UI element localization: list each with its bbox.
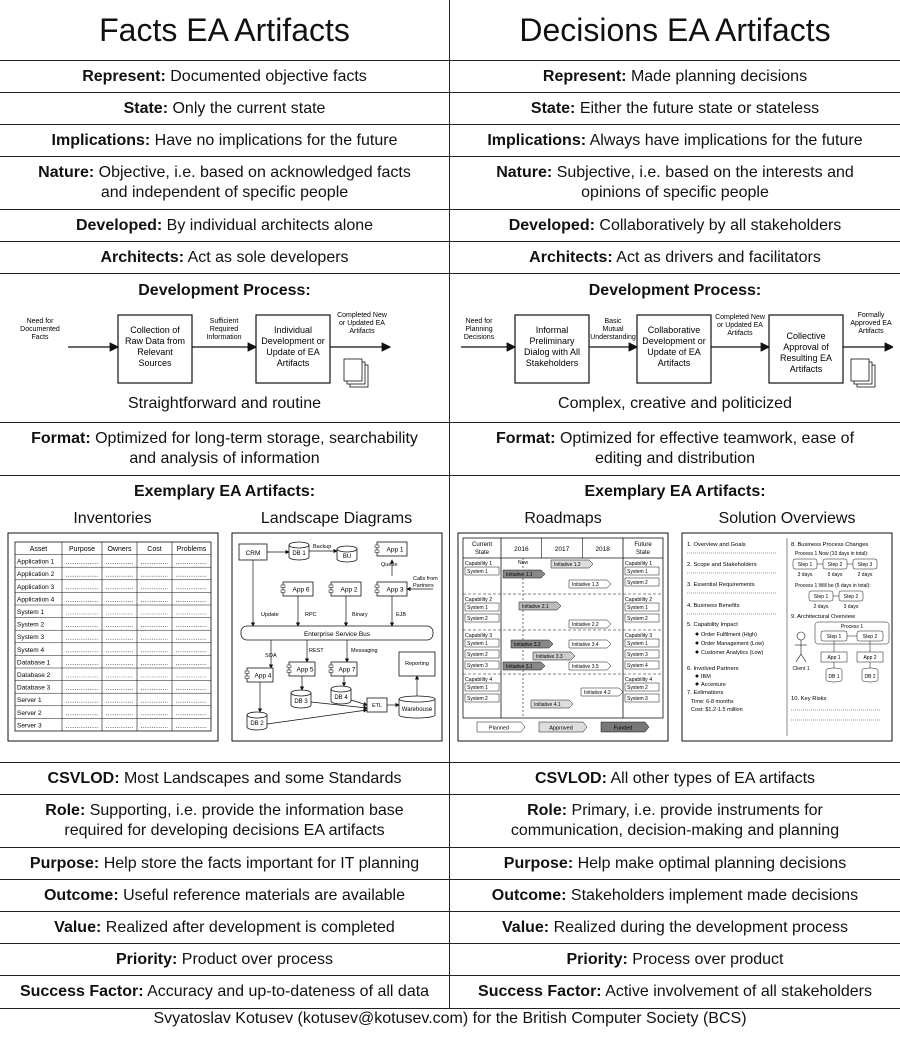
row-development-process (0, 274, 900, 423)
db3-cylinder-label: DB 3 (293, 699, 308, 705)
legend-label: Planned (488, 725, 510, 732)
initiative-label: Initiative 3.4 (572, 642, 599, 648)
process-title: Development Process: (588, 282, 762, 299)
row-priority (0, 944, 900, 976)
step-label: Step 2 (827, 562, 843, 568)
system-label: System 2 (467, 616, 488, 622)
row-label: Implications: (487, 131, 587, 149)
decisions-value: Help make optimal planning decisions (577, 854, 847, 872)
decisions-value: Primary, i.e. provide instruments for communication, decision-making and planning (510, 802, 840, 839)
process1-label: Process 1 (840, 624, 864, 630)
backup-label: Backup (312, 544, 331, 550)
step-days: 3 days (843, 604, 859, 610)
row-label: Role: (527, 802, 568, 819)
inventory-asset: System 4 (16, 646, 44, 654)
row-label: Format: (495, 430, 556, 447)
row-outcome (0, 880, 900, 912)
roadmaps-title: Roadmaps (524, 510, 602, 527)
decisions-value: Act as drivers and facilitators (616, 248, 821, 266)
capability-label: Capability 3 (625, 633, 653, 639)
informal-dialog-text: Informal Preliminary Dialog with All Stakeholders (523, 325, 581, 368)
exemplary-title: Exemplary EA Artifacts: (584, 483, 766, 500)
initiative-label: Initiative 4.2 (584, 690, 611, 696)
inventory-header: Problems (176, 546, 206, 553)
client-icon (797, 632, 805, 640)
facts-value: Optimized for long-term storage, searchability and analysis of information (95, 430, 418, 467)
initiative-label: Initiative 2.1 (522, 604, 549, 610)
system-label: System 2 (467, 696, 488, 702)
row-label: State: (530, 99, 576, 117)
row-label: Architects: (529, 248, 613, 266)
solution-section-title: 2. Scope and Stakeholders (687, 562, 757, 568)
crm-label: CRM (245, 550, 260, 557)
inventory-asset: System 3 (16, 634, 44, 642)
app7-box-label: App 7 (338, 666, 355, 674)
system-label: System 3 (467, 663, 488, 669)
initiative-label: Initiative 2.2 (572, 622, 599, 628)
bu-cylinder-label: BU (342, 554, 351, 560)
system-label: System 2 (467, 652, 488, 658)
row-label: Developed: (508, 216, 595, 234)
app6-box-label: App 6 (292, 586, 309, 594)
inventory-asset: Database 3 (16, 684, 50, 692)
initiative-label: Initiative 1.3 (572, 582, 599, 588)
binary-label: Binary (351, 612, 368, 618)
decisions-process-caption: Complex, creative and politicized (558, 395, 792, 412)
year-label: 2018 (595, 546, 610, 553)
row-label: Outcome: (491, 886, 567, 904)
system-label: System 3 (627, 696, 648, 702)
inventory-asset: Server 2 (16, 709, 42, 717)
inventory-header: Cost (146, 546, 162, 553)
inventory-asset: Application 1 (16, 558, 54, 566)
process-now-label: Process 1 Now (10 days in total): (795, 551, 869, 557)
rest-label: REST (308, 648, 324, 654)
app5-box-label: App 5 (296, 666, 313, 674)
decisions-value: Always have implications for the future (589, 131, 863, 149)
facts-value: Help store the facts important for IT planning (103, 854, 420, 872)
legend-label: Approved (549, 725, 573, 732)
capability-label: Capability 4 (625, 677, 653, 683)
facts-value: Realized after development is completed (105, 918, 395, 936)
estimate-time: Time: 6-8 months (691, 699, 734, 705)
future-state-label-2: State (635, 550, 651, 556)
inventory-header: Asset (29, 546, 47, 553)
system-label: System 3 (627, 652, 648, 658)
step-days: 2 days (813, 604, 829, 610)
solution-section-title: 10. Key Risks (791, 696, 827, 702)
solution-section-title: 3. Essential Requirements (687, 582, 755, 588)
update-label: Update (260, 612, 279, 618)
decisions-value: All other types of EA artifacts (610, 769, 816, 787)
initiative-label: Initiative 1.2 (554, 562, 581, 568)
bullet-item: Order Fulfilment (High) (701, 632, 757, 638)
process-title: Development Process: (138, 282, 311, 299)
solution-section-title: 6. Involved Partners (687, 666, 739, 672)
row-exemplary (0, 476, 900, 763)
row-purpose (0, 848, 900, 880)
collective-approval-text: Collective Approval of Resulting EA Artifacts (779, 331, 833, 374)
app2-box-label: App 2 (340, 586, 357, 594)
db4-cylinder-label: DB 4 (333, 695, 348, 701)
system-label: System 1 (627, 641, 648, 647)
system-label: System 1 (627, 605, 648, 611)
row-label: Implications: (51, 131, 151, 149)
db1-cylinder-label: DB 1 (291, 551, 306, 557)
capability-label: Capability 1 (465, 561, 493, 567)
row-state (0, 93, 900, 125)
row-label: Priority: (116, 950, 178, 968)
row-label: Format: (31, 430, 91, 447)
need-decisions-label: Need for Planning Decisions (463, 318, 495, 341)
calls-label: Calls from (412, 576, 438, 582)
system-label: System 2 (627, 580, 648, 586)
facts-value: Supporting, i.e. provide the information base required for developing decisions EA artifacts (64, 802, 404, 839)
step-label: Step 2 (862, 634, 878, 640)
row-label: Purpose: (503, 854, 574, 872)
row-label: Represent: (82, 67, 166, 85)
app1-box-label: App 1 (386, 546, 403, 554)
step-label: Step 3 (857, 562, 873, 568)
solution-overview-diagram (681, 532, 893, 742)
facts-value: Have no implications for the future (154, 131, 398, 149)
row-label: Nature: (496, 164, 553, 181)
completed-new-label: Completed New or Updated EA Artifacts (715, 314, 765, 337)
inventory-header: Purpose (68, 546, 95, 553)
decisions-value: Collaboratively by all stakeholders (599, 216, 842, 234)
row-format (0, 423, 900, 476)
landscape-diagram (231, 532, 443, 742)
initiative-label: Initiative 3.1 (506, 664, 533, 670)
reporting-label: Reporting (404, 661, 429, 667)
inventory-asset: Application 2 (16, 571, 54, 579)
header-row (0, 0, 900, 61)
step-label: Step 1 (813, 594, 829, 600)
collaborative-development-text: Collaborative Development or Update of EA Artifacts (642, 325, 706, 368)
facts-process-caption: Straightforward and routine (128, 395, 321, 412)
row-label: State: (123, 99, 169, 117)
bullet-item: IBM (701, 674, 711, 680)
client-label: Client 1 (792, 666, 810, 672)
row-label: Success Factor: (478, 983, 602, 1000)
bullet-item: Customer Analytics (Low) (701, 650, 764, 656)
inventory-asset: Server 1 (16, 697, 42, 705)
initiative-label: Initiative 3.2 (514, 642, 541, 648)
inventory-asset: Database 2 (16, 672, 50, 679)
initiative-label: Initiative 3.3 (536, 654, 563, 660)
row-role (0, 795, 900, 848)
decisions-header: Decisions EA Artifacts (519, 12, 831, 48)
facts-process-diagram (10, 305, 440, 389)
app3-box-label: App 3 (386, 586, 403, 594)
current-state-label-2: State (474, 550, 490, 556)
capability-label: Capability 3 (465, 633, 493, 639)
decisions-value: Either the future state or stateless (579, 99, 820, 117)
facts-value: Product over process (181, 950, 333, 968)
decisions-value: Optimized for effective teamwork, ease of editing and distribution (559, 430, 855, 467)
row-represent (0, 61, 900, 93)
future-state-label: Future (634, 542, 652, 548)
row-label: CSVLOD: (534, 769, 607, 787)
app4-box-label: App 4 (254, 672, 271, 680)
system-label: System 1 (467, 569, 488, 575)
row-label: Success Factor: (19, 983, 144, 1000)
row-label: Purpose: (29, 854, 100, 872)
solution-section-title: 4. Business Benefits (687, 603, 740, 609)
step-label: Step 1 (797, 562, 813, 568)
row-label: CSVLOD: (47, 769, 120, 787)
solution-title: Solution Overviews (718, 510, 856, 527)
decisions-value: Stakeholders implement made decisions (570, 886, 859, 904)
decisions-value: Active involvement of all stakeholders (605, 983, 872, 1000)
collection-text: Collection of Raw Data from Relevant Sources (124, 325, 185, 368)
etl-label: ETL (371, 703, 382, 709)
row-csvlod (0, 763, 900, 795)
row-label: Priority: (566, 950, 628, 968)
document-stack-icon (344, 359, 368, 387)
system-label: System 2 (627, 616, 648, 622)
formally-approved-label: Formally Approved EA Artifacts (850, 312, 892, 335)
inventory-asset: System 2 (16, 621, 44, 629)
solution-section-title: 5. Capability Impact (687, 622, 738, 628)
decisions-value: Subjective, i.e. based on the interests and opinions of specific people (556, 164, 854, 201)
sufficient-info-label: Sufficient Required Information (205, 318, 242, 341)
legend-label: Funded (613, 725, 633, 732)
capability-label: Capability 1 (625, 561, 653, 567)
row-label: Nature: (38, 164, 95, 181)
individual-development-text: Individual Development or Update of EA Artifacts (260, 325, 325, 368)
system-label: System 1 (467, 605, 488, 611)
capability-label: Capability 2 (625, 597, 653, 603)
row-label: Outcome: (43, 886, 119, 904)
decisions-value: Realized during the development process (553, 918, 848, 936)
step-days: 2 days (857, 572, 873, 578)
completed-label: Completed New or Updated EA Artifacts (336, 312, 387, 335)
document-stack-icon (851, 359, 875, 387)
step-label: Step 2 (843, 594, 859, 600)
inventory-asset: Server 3 (16, 722, 42, 730)
row-label: Value: (54, 918, 102, 936)
inventory-header: Owners (106, 546, 132, 553)
system-label: System 1 (467, 685, 488, 691)
system-label: System 1 (467, 641, 488, 647)
esb-label: Enterprise Service Bus (303, 631, 370, 638)
db-label: DB 1 (828, 674, 840, 680)
capability-label: Capability 4 (465, 677, 493, 683)
now-label: Now (517, 560, 529, 566)
process-will-label: Process 1 Will be (5 days in total): (795, 583, 871, 589)
facts-value: Documented objective facts (170, 67, 367, 85)
landscape-title: Landscape Diagrams (260, 510, 413, 527)
app-label: App 1 (827, 655, 841, 661)
inventories-table (7, 532, 219, 742)
initiative-label: Initiative 4.1 (534, 702, 561, 708)
facts-header: Facts EA Artifacts (0, 0, 450, 60)
db2-cylinder-label: DB 2 (249, 721, 264, 727)
calls-label-2: Partners (412, 583, 434, 589)
solution-section-title: 9. Architectural Overview (791, 614, 856, 620)
current-state-label: Current (471, 542, 493, 548)
messaging-label: Messaging (350, 648, 378, 654)
decisions-value: Process over product (632, 950, 784, 968)
facts-value: Useful reference materials are available (123, 886, 406, 904)
inventories-title: Inventories (73, 510, 152, 527)
initiative-label: Initiative 3.5 (572, 664, 599, 670)
system-label: System 1 (627, 569, 648, 575)
bullet-item: Order Management (Low) (701, 641, 764, 647)
decisions-process-diagram (457, 305, 893, 389)
row-label: Value: (502, 918, 550, 936)
db-label: DB 2 (864, 674, 876, 680)
row-label: Represent: (542, 67, 627, 85)
soa-label: SOA (264, 653, 277, 659)
decisions-value: Made planning decisions (630, 67, 808, 85)
initiative-label: Initiative 1.1 (506, 572, 533, 578)
row-developed (0, 210, 900, 242)
capability-label: Capability 2 (465, 597, 493, 603)
step-label: Step 1 (826, 634, 842, 640)
step-days: 3 days (797, 572, 813, 578)
rpc-label: RPC (304, 612, 317, 618)
facts-value: Accuracy and up-to-dateness of all data (147, 983, 430, 1000)
exemplary-title: Exemplary EA Artifacts: (133, 483, 316, 500)
ejb-label: EJB (395, 612, 406, 618)
year-label: 2016 (514, 546, 529, 553)
roadmap-diagram (457, 532, 669, 742)
row-label: Role: (45, 802, 86, 819)
inventory-asset: Database 1 (16, 659, 50, 667)
facts-value: Act as sole developers (187, 248, 349, 266)
need-facts-label: Need for Documented Facts (19, 318, 60, 341)
row-value (0, 912, 900, 944)
solution-section-title: 7. Estimations (687, 690, 724, 696)
inventory-asset: Application 4 (16, 596, 54, 604)
bullet-item: Accenture (701, 682, 726, 688)
inventory-asset: Application 3 (16, 583, 54, 591)
estimate-cost: Cost: $1.2-1.5 million (691, 707, 743, 713)
warehouse-cylinder-label: Warehouse (401, 707, 432, 713)
solution-section-title: 1. Overview and Goals (687, 542, 746, 548)
row-implications (0, 125, 900, 157)
footer-credit: Svyatoslav Kotusev (kotusev@kotusev.com) for the British Computer Society (BCS) (153, 1009, 747, 1027)
row-label: Developed: (75, 216, 163, 234)
inventory-asset: System 1 (16, 609, 44, 616)
facts-value: Only the current state (172, 99, 326, 117)
step-days: 5 days (827, 572, 843, 578)
row-nature (0, 157, 900, 210)
year-label: 2017 (554, 546, 570, 553)
queue-label: Queue (380, 562, 398, 568)
app-label: App 2 (863, 655, 877, 661)
facts-value: By individual architects alone (166, 216, 374, 234)
system-label: System 4 (627, 663, 648, 669)
solution-section-title: 8. Business Process Changes (791, 542, 869, 548)
facts-value: Most Landscapes and some Standards (123, 769, 402, 787)
row-architects (0, 242, 900, 274)
row-label: Architects: (100, 248, 185, 266)
system-label: System 2 (627, 685, 648, 691)
facts-value: Objective, i.e. based on acknowledged facts and independent of specific people (98, 164, 411, 201)
mutual-understanding-label: Basic Mutual Understanding (590, 318, 636, 341)
